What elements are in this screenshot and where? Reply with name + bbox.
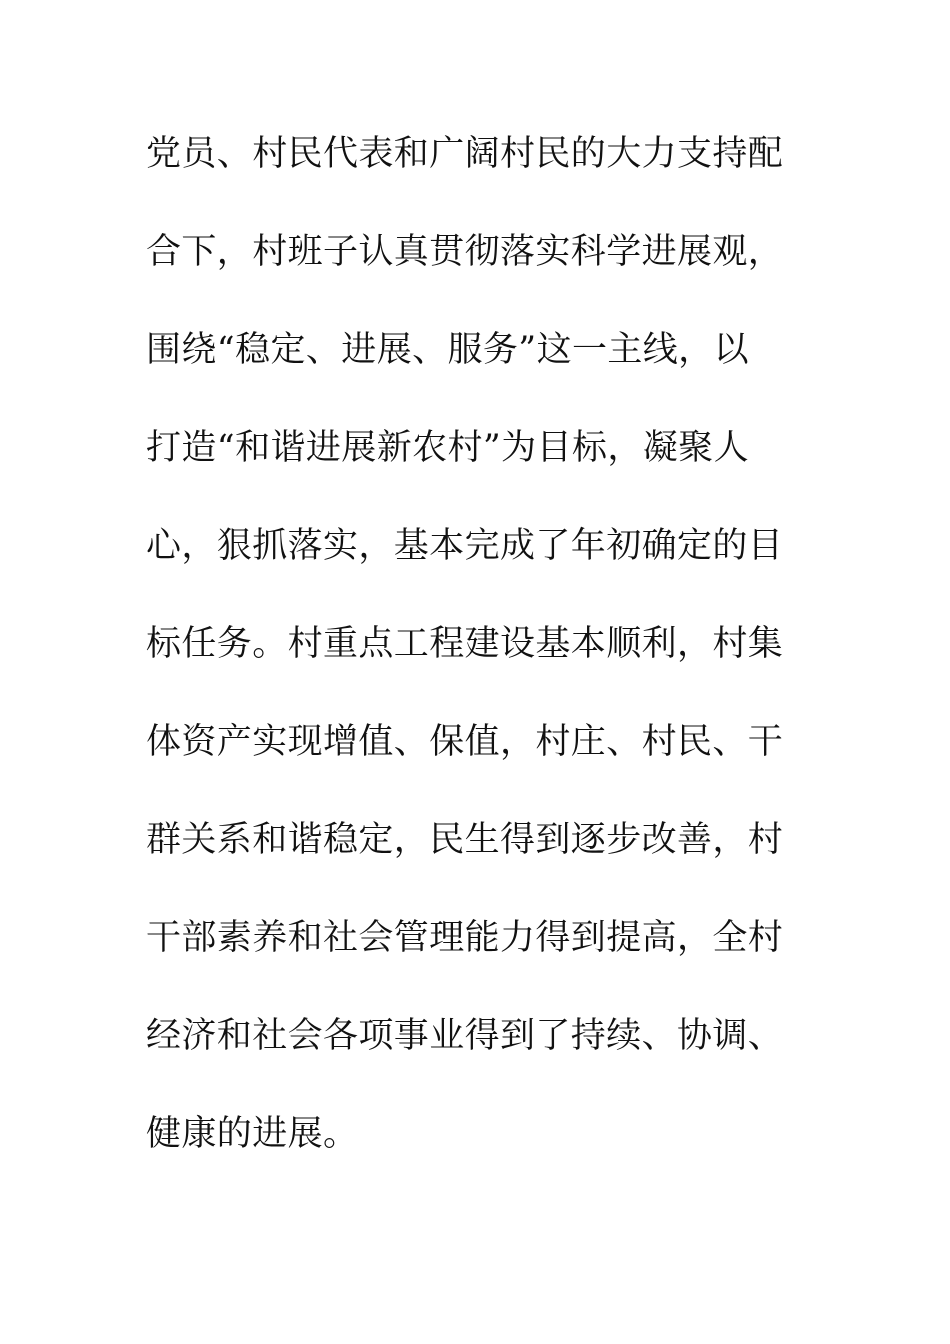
- paragraph-line: 打造“和谐进展新农村”为目标，凝聚人: [146, 428, 749, 468]
- paragraph-line: 健康的进展。: [146, 1114, 359, 1154]
- paragraph-line: 群关系和谐稳定，民生得到逐步改善，村: [146, 820, 784, 860]
- body-paragraph: [146, 124, 806, 1202]
- paragraph-line: 标任务。村重点工程建设基本顺利，村集: [146, 624, 784, 664]
- paragraph-line: 合下，村班子认真贯彻落实科学进展观，: [146, 232, 784, 272]
- paragraph-line: 干部素养和社会管理能力得到提高，全村: [146, 918, 784, 958]
- paragraph-line: 体资产实现增值、保值，村庄、村民、干: [146, 722, 784, 762]
- paragraph-line: 经济和社会各项事业得到了持续、协调、: [146, 1016, 784, 1056]
- paragraph-line: 党员、村民代表和广阔村民的大力支持配: [146, 134, 784, 174]
- paragraph-line: 心，狠抓落实，基本完成了年初确定的目: [146, 526, 784, 566]
- paragraph-line: 围绕“稳定、进展、服务”这一主线，以: [146, 330, 749, 370]
